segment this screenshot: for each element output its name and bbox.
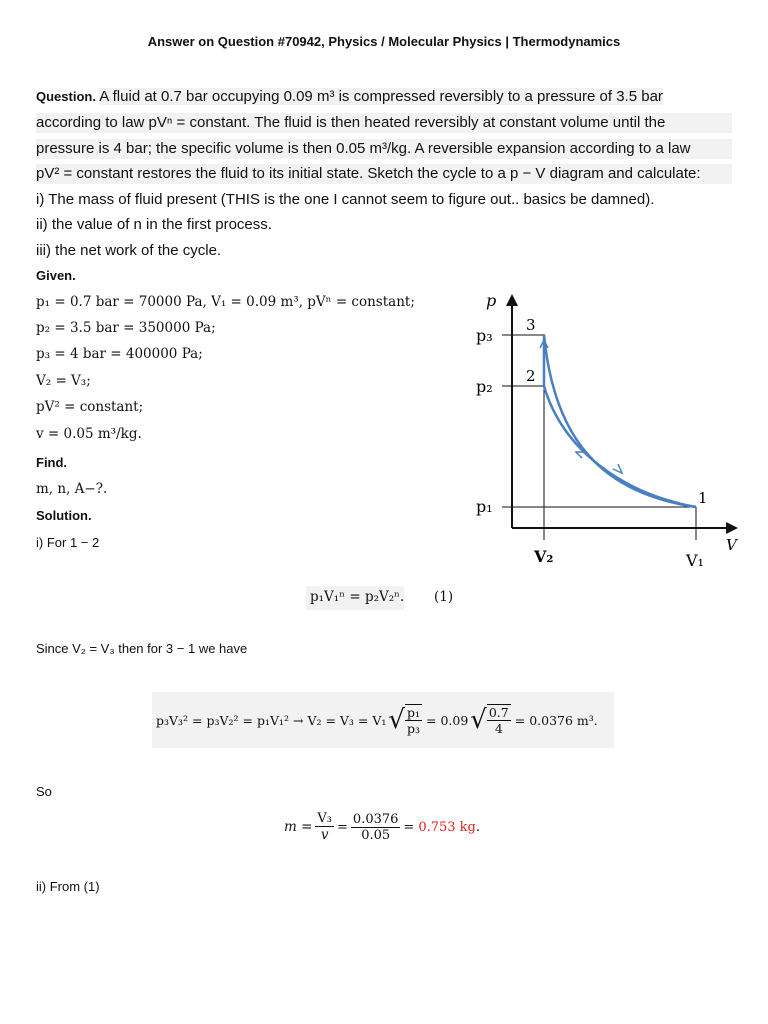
p2-label: p₂ bbox=[476, 377, 493, 396]
given-line-5: pV² = constant; bbox=[36, 399, 144, 415]
solution-label: Solution. bbox=[36, 508, 92, 523]
fraction-2-numerator: 0.0376 bbox=[352, 811, 399, 827]
equation-3-period: . bbox=[475, 819, 481, 835]
sqrt-2-denominator: 4 bbox=[494, 721, 503, 736]
point-3-label: 3 bbox=[526, 316, 536, 334]
given-line-1: p₁ = 0.7 bar = 70000 Pa, V₁ = 0.09 m³, pVⁿ = constant; bbox=[36, 294, 415, 310]
axis-v-label: V bbox=[726, 536, 737, 554]
page-title: Answer on Question #70942, Physics / Molecular Physics | Thermodynamics bbox=[147, 34, 621, 49]
equation-2-right: = 0.0376 m³. bbox=[514, 712, 598, 728]
sqrt-1-numerator: p₁ bbox=[406, 705, 420, 720]
given-line-4: V₂ = V₃; bbox=[36, 373, 91, 389]
p-axis-arrow-icon bbox=[506, 294, 518, 306]
question-line-4: pV² = constant restores the fluid to its initial state. Sketch the cycle to a p − V diagram and calculate: bbox=[36, 164, 732, 184]
question-line-6: ii) the value of n in the first process. bbox=[36, 216, 272, 233]
sqrt-sign-1: √ bbox=[388, 705, 405, 735]
sqrt-fraction-2 bbox=[487, 704, 511, 736]
mass-result: 0.753 kg bbox=[418, 819, 476, 835]
question-line-5: i) The mass of fluid present (THIS is the one I cannot seem to figure out.. basics be damned). bbox=[36, 191, 655, 208]
fraction-1-denominator: v bbox=[320, 827, 329, 843]
so-text: So bbox=[36, 784, 52, 799]
expansion-curve-3-1 bbox=[544, 335, 696, 507]
equation-3-m: m = bbox=[284, 819, 313, 835]
v1-label: V₁ bbox=[686, 551, 704, 570]
sqrt-sign-2: √ bbox=[470, 705, 487, 735]
axis-p-label: p bbox=[486, 291, 497, 310]
point-2-label: 2 bbox=[526, 367, 536, 385]
sqrt-1-denominator: p₃ bbox=[406, 721, 420, 736]
given-line-3: p₃ = 4 bar = 400000 Pa; bbox=[36, 346, 203, 362]
equation-2-left: p₃V₃² = p₃V₂² = p₁V₁² → V₂ = V₃ = V₁ bbox=[156, 712, 387, 728]
equation-3-equals-2: = bbox=[403, 819, 415, 835]
sqrt-2-numerator: 0.7 bbox=[488, 705, 509, 720]
solution-step-2: ii) From (1) bbox=[36, 879, 100, 894]
pv-diagram bbox=[470, 288, 750, 578]
arrow-down-right-icon bbox=[613, 464, 622, 473]
question-label: Question. bbox=[36, 89, 96, 104]
equation-2-mid: = 0.09 bbox=[426, 712, 469, 728]
compression-curve-1-2 bbox=[544, 386, 696, 507]
equation-1-number: (1) bbox=[434, 589, 454, 605]
p1-label: p₁ bbox=[476, 497, 493, 516]
find-label: Find. bbox=[36, 455, 68, 470]
question-line-2: according to law pVⁿ = constant. The fluid is then heated reversibly at constant volume until the bbox=[36, 113, 732, 133]
given-line-2: p₂ = 3.5 bar = 350000 Pa; bbox=[36, 320, 216, 336]
fraction-1-numerator: V₃ bbox=[317, 811, 333, 826]
given-label: Given. bbox=[36, 268, 76, 283]
equation-2 bbox=[152, 694, 598, 746]
given-line-6: v = 0.05 m³/kg. bbox=[36, 426, 142, 442]
fraction-2-denominator: 0.05 bbox=[361, 827, 391, 843]
equation-1: p₁V₁ⁿ = p₂V₂ⁿ. bbox=[310, 589, 405, 605]
question-text: A fluid at 0.7 bar occupying 0.09 m³ is compressed reversibly to a pressure of 3.5 bar bbox=[99, 88, 663, 105]
point-1-label: 1 bbox=[698, 489, 708, 507]
equation-3-equals-1: = bbox=[337, 819, 348, 835]
solution-step-1: i) For 1 − 2 bbox=[36, 535, 100, 550]
v-axis-arrow-icon bbox=[726, 522, 738, 534]
p3-label: p₃ bbox=[476, 326, 493, 345]
sqrt-fraction-1 bbox=[405, 704, 422, 736]
fraction-v3-over-v bbox=[315, 811, 334, 843]
question-line-1 bbox=[36, 87, 732, 107]
question-line-7: iii) the net work of the cycle. bbox=[36, 242, 222, 259]
find-text: m, n, A−?. bbox=[36, 481, 108, 497]
since-text: Since V₂ = V₃ then for 3 − 1 we have bbox=[36, 641, 248, 656]
question-line-3: pressure is 4 bar; the specific volume is then 0.05 m³/kg. A reversible expansion according to a law bbox=[36, 139, 732, 159]
fraction-numeric bbox=[351, 812, 401, 843]
v2-label: V₂ bbox=[534, 547, 554, 566]
equation-3 bbox=[284, 805, 480, 849]
